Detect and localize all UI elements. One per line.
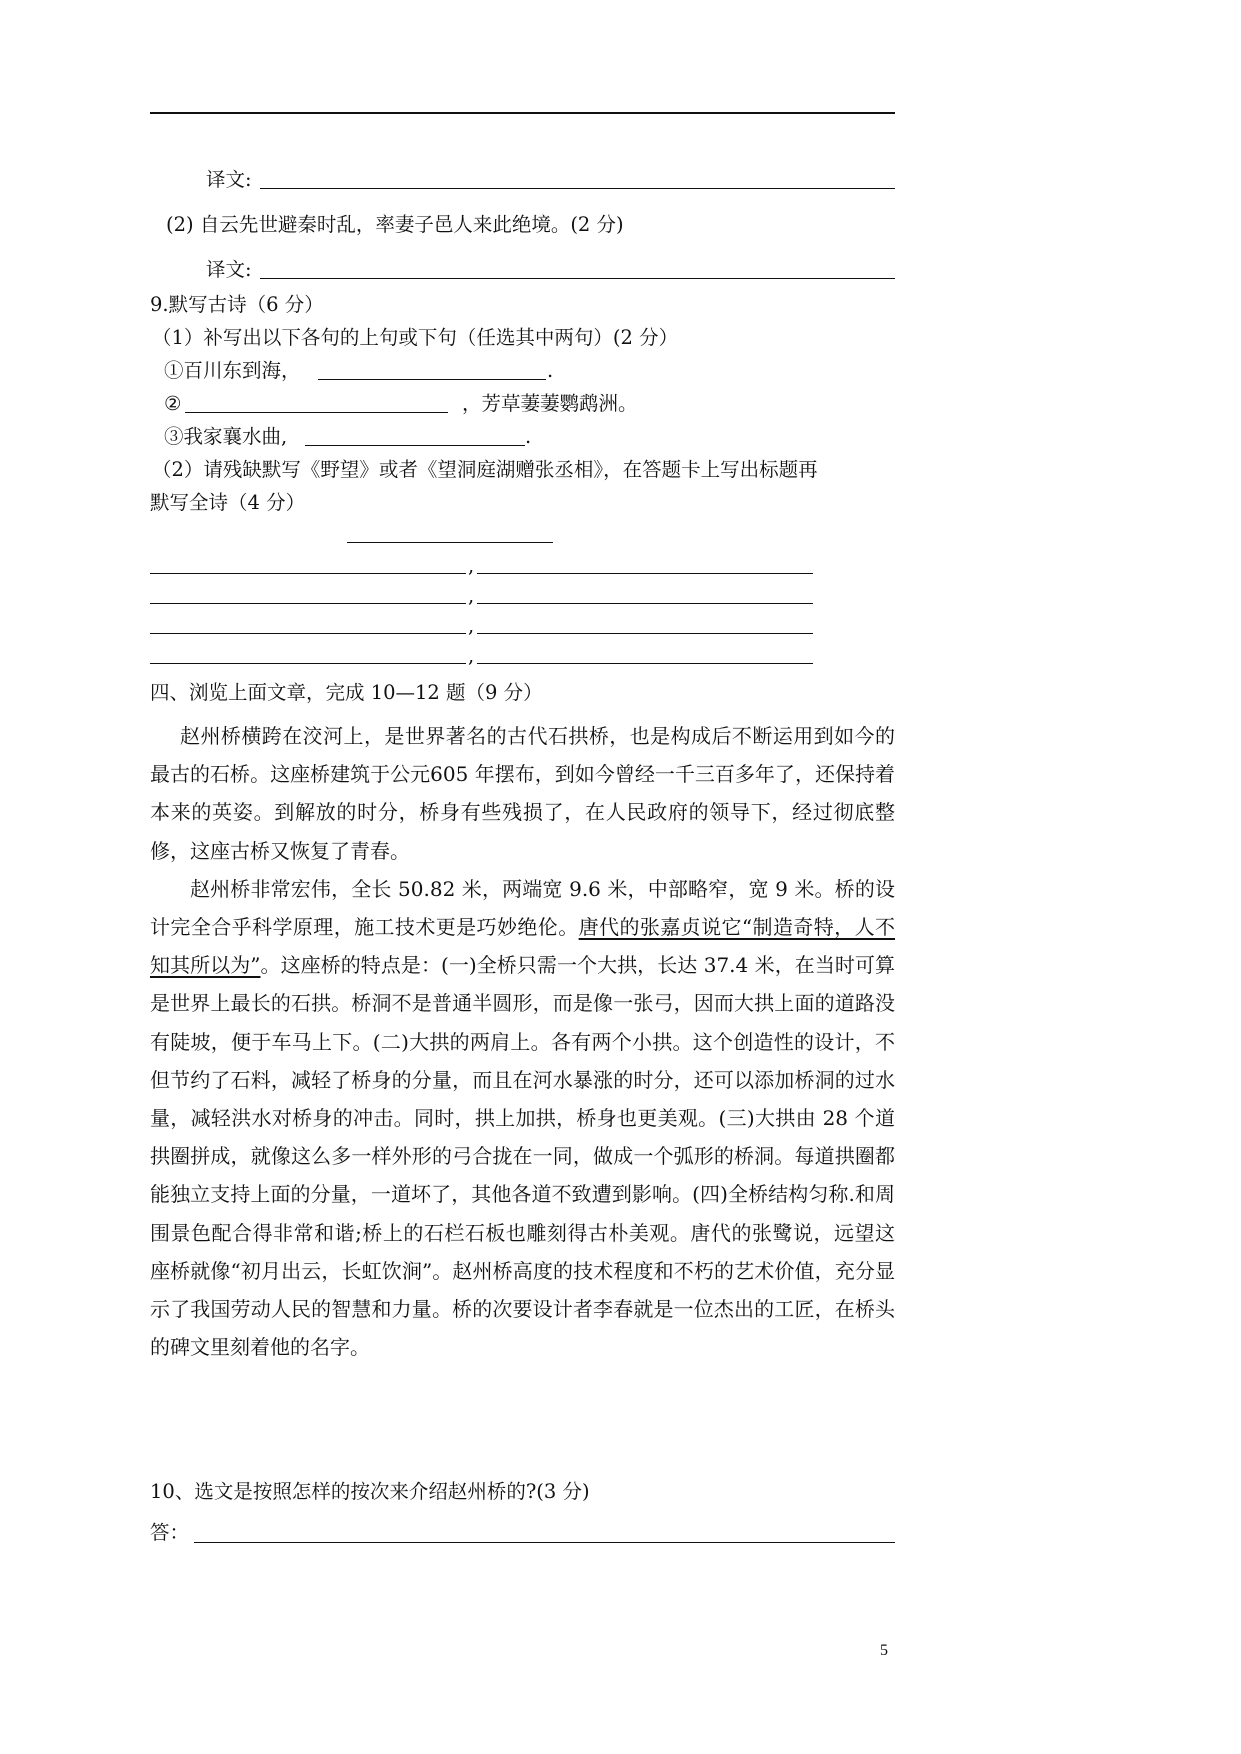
poem-line: ，芳草萋萋鹦鹉洲。 [462, 392, 638, 415]
question-sub: （2）请残缺默写《野望》或者《望洞庭湖赠张丞相》，在答题卡上写出标题再 [152, 458, 818, 481]
question-title: 9.默写古诗（6 分） [150, 293, 324, 316]
passage-paragraph-2: 赵州桥非常宏伟，全长 50.82 米，两端宽 9.6 米，中部略窄，宽 9 米。桥的设计完全合乎科学原理，施工技术更是巧妙绝伦。唐代的张嘉贞说它“制造奇特，人不知其所以为”。这座桥的特点是：(一)全桥只需一个大拱，长达 37.4 米，在当时可算是世界上最长的石拱。桥洞不是普通半圆形，而是像一张弓，因而大拱上面的道路没有陡坡，便于车马上下。(二)大拱的两肩上。各有两个小拱。这个创造性的设计，不但节约了石料，减轻了桥身的分量，而且在河水暴涨的时分，还可以添加桥洞的过水量，减轻洪水对桥身的冲击。同时，拱上加拱，桥身也更美观。(三)大拱由 28 个道拱圈拼成，就像这么多一样外形的弓合拢在一同，做成一个弧形的桥洞。每道拱圈都能独立支持上面的分量，一道坏了，其他各道不致遭到影响。(四)全桥结构匀称.和周围景色配合得非常和谐;桥上的石栏石板也雕刻得古朴美观。唐代的张鹭说，远望这座桥就像“初月出云，长虹饮涧”。赵州桥高度的技术程度和不朽的艺术价值，充分显示了我国劳动人民的智慧和力量。桥的次要设计者李春就是一位杰出的工匠，在桥头的碑文里刻着他的名字。 [150, 876, 896, 1360]
page-number: 5 [880, 1642, 888, 1659]
comma: , [468, 584, 475, 607]
answer-line[interactable] [185, 412, 448, 413]
poem-answer-line[interactable] [150, 663, 466, 664]
answer-label: 答： [150, 1521, 190, 1544]
question-sub: 默写全诗（4 分） [150, 491, 306, 514]
answer-line[interactable] [318, 379, 546, 380]
question-title: 10、选文是按照怎样的按次来介绍赵州桥的?(3 分) [150, 1480, 590, 1503]
comma: , [468, 554, 475, 577]
poem-title-line[interactable] [347, 542, 553, 543]
translation-label: 译文: [206, 258, 252, 281]
translation-label: 译文: [206, 168, 252, 191]
poem-line-prefix: ② [164, 392, 182, 415]
question-sub: （1）补写出以下各句的上句或下句（任选其中两句）(2 分） [152, 326, 679, 349]
answer-line[interactable] [260, 278, 895, 279]
header-rule [150, 112, 895, 114]
comma: , [468, 614, 475, 637]
section-title: 四、浏览上面文章，完成 10—12 题（9 分） [150, 681, 543, 704]
reading-passage [150, 717, 895, 1366]
comma: , [468, 644, 475, 667]
poem-answer-line[interactable] [477, 663, 813, 664]
passage-paragraph-1: 赵州桥横跨在洨河上，是世界著名的古代石拱桥，也是构成后不断运用到如今的最古的石桥。这座桥建筑于公元605 年摆布，到如今曾经一千三百多年了，还保持着本来的英姿。到解放的时分，桥身有些残损了，在人民政府的领导下，经过彻底整修，这座古桥又恢复了青春。 [150, 724, 895, 863]
poem-answer-line[interactable] [150, 573, 466, 574]
underlined-quote: 唐代的张嘉贞说它“制造奇特，人不知其所以为” [150, 915, 896, 978]
poem-answer-line[interactable] [150, 603, 466, 604]
question-item: (2) 自云先世避秦时乱，率妻子邑人来此绝境。(2 分) [166, 213, 624, 236]
poem-line-end: . [547, 359, 554, 382]
poem-answer-line[interactable] [150, 633, 466, 634]
poem-line: ③我家襄水曲, [164, 425, 288, 448]
answer-line[interactable] [194, 1542, 895, 1543]
answer-line[interactable] [260, 188, 895, 189]
poem-line-end: . [525, 425, 532, 448]
poem-answer-line[interactable] [477, 603, 813, 604]
answer-line[interactable] [305, 445, 525, 446]
poem-answer-line[interactable] [477, 573, 813, 574]
poem-line: ①百川东到海， [164, 359, 301, 382]
poem-answer-line[interactable] [477, 633, 813, 634]
